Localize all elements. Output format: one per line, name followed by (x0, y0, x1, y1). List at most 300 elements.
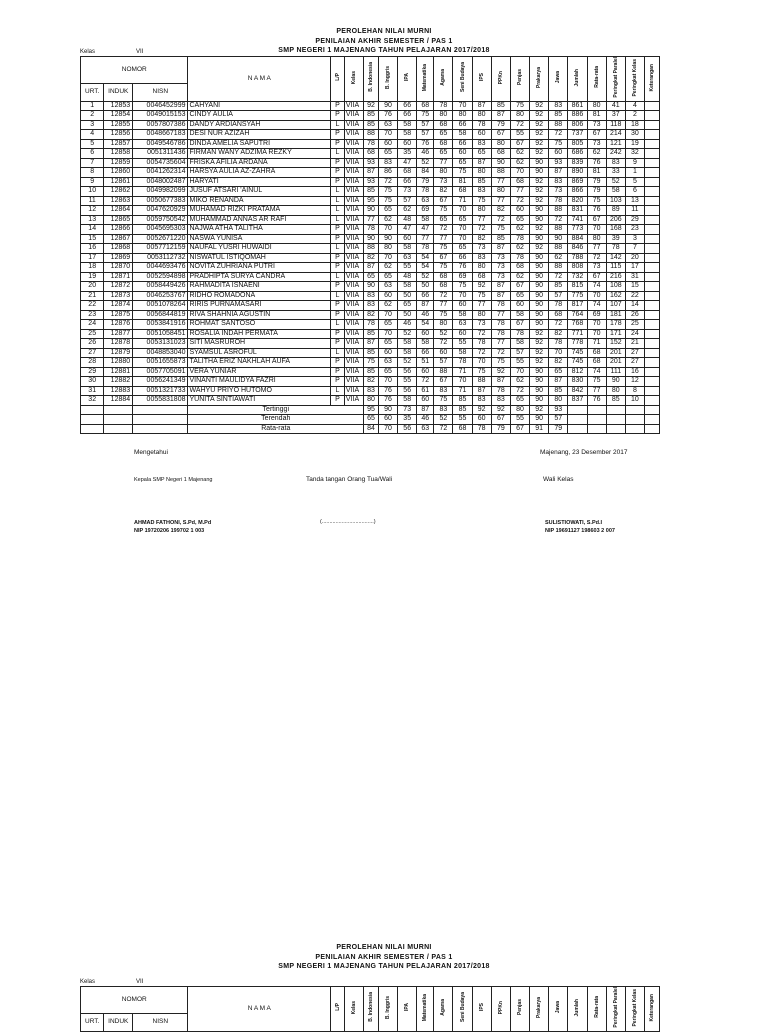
table-cell: 70 (378, 253, 397, 263)
page2-subject-header: Agama (434, 987, 453, 1032)
report-title (0, 27, 768, 56)
table-cell: 15 (625, 282, 644, 292)
table-cell: 68 (453, 187, 472, 197)
table-cell: 12882 (104, 377, 133, 387)
table-cell: 686 (568, 149, 587, 159)
blank-cell (568, 424, 587, 434)
table-cell: 866 (568, 187, 587, 197)
table-cell: VIIA (344, 187, 363, 197)
page2-title-line-1: PEROLEHAN NILAI MURNI (336, 944, 432, 951)
table-cell: 72 (549, 320, 568, 330)
table-cell: 12866 (104, 225, 133, 235)
table-row (81, 291, 660, 301)
table-cell: 58 (398, 282, 417, 292)
table-cell: 83 (378, 158, 397, 168)
table-cell: 87 (472, 386, 491, 396)
table-cell: P (331, 263, 345, 273)
table-cell: 75 (491, 225, 510, 235)
table-cell: 817 (568, 301, 587, 311)
table-cell: 181 (606, 310, 625, 320)
table-cell: P (331, 301, 345, 311)
table-cell: 79 (587, 177, 606, 187)
table-cell: 78 (549, 196, 568, 206)
table-cell: 35 (398, 149, 417, 159)
blank-cell (81, 405, 104, 415)
table-cell: 12879 (104, 348, 133, 358)
table-cell: 65 (510, 291, 529, 301)
table-cell: 75 (434, 244, 453, 254)
table-cell: 90 (364, 282, 379, 292)
page2-grades-table (80, 986, 660, 1032)
table-cell: 58 (510, 339, 529, 349)
table-cell: 62 (549, 253, 568, 263)
table-cell (645, 130, 660, 140)
table-cell: 81 (587, 111, 606, 121)
kelas-label: Kelas (80, 49, 96, 55)
table-cell: P (331, 177, 345, 187)
table-cell: 12853 (104, 101, 133, 111)
table-cell: 206 (606, 215, 625, 225)
table-cell: 24 (81, 320, 104, 330)
table-cell: 79 (491, 120, 510, 130)
table-cell: 67 (587, 130, 606, 140)
table-cell: 73 (587, 139, 606, 149)
table-cell: 72 (472, 329, 491, 339)
table-cell: 806 (568, 120, 587, 130)
table-cell (645, 282, 660, 292)
table-cell: 72 (510, 196, 529, 206)
table-cell: L (331, 206, 345, 216)
wali-title: Wali Kelas (543, 476, 574, 483)
table-cell: 76 (417, 139, 434, 149)
table-cell: L (331, 196, 345, 206)
table-cell: 63 (453, 320, 472, 330)
table-cell: VIIA (344, 291, 363, 301)
table-cell: 87 (364, 339, 379, 349)
table-cell: 77 (510, 187, 529, 197)
table-cell: 70 (378, 130, 397, 140)
table-cell: 0055831808 (133, 396, 188, 406)
table-cell: 70 (378, 310, 397, 320)
table-cell: 73 (491, 272, 510, 282)
summary-row (81, 405, 660, 415)
table-cell (645, 225, 660, 235)
page2-subject-header: Peringkat Paralel (606, 987, 625, 1032)
table-cell: 12861 (104, 177, 133, 187)
table-cell: 67 (510, 282, 529, 292)
table-cell: 5 (81, 139, 104, 149)
table-cell: 162 (606, 291, 625, 301)
table-cell: 0051311436 (133, 149, 188, 159)
table-cell: 80 (472, 111, 491, 121)
blank-cell (104, 424, 133, 434)
table-cell: 12857 (104, 139, 133, 149)
table-cell: 80 (434, 168, 453, 178)
table-cell: WAHYU PRIYO HUTOMO (188, 386, 331, 396)
table-cell: 75 (587, 377, 606, 387)
table-cell: 15 (81, 234, 104, 244)
table-cell: 92 (530, 348, 549, 358)
table-cell: 0046452999 (133, 101, 188, 111)
table-cell: 26 (81, 339, 104, 349)
table-cell: 39 (606, 234, 625, 244)
page2-subject-header: Rata-rata (587, 987, 606, 1032)
table-cell: NAUFAL YUSRI HUWAIDI (188, 244, 331, 254)
table-cell: 5 (625, 177, 644, 187)
table-cell: 87 (491, 244, 510, 254)
table-cell: 52 (398, 358, 417, 368)
blank-cell (645, 415, 660, 425)
table-cell: 80 (587, 234, 606, 244)
table-cell: 50 (417, 282, 434, 292)
table-cell: L (331, 187, 345, 197)
table-cell: 58 (398, 120, 417, 130)
table-cell: VIIA (344, 339, 363, 349)
subject-header: Penjas (510, 57, 529, 102)
table-cell: L (331, 272, 345, 282)
table-cell: 78 (491, 329, 510, 339)
table-cell: 67 (491, 130, 510, 140)
summary-value: 56 (398, 424, 417, 434)
table-cell: 764 (568, 310, 587, 320)
table-cell: 83 (434, 386, 453, 396)
table-cell: 4 (625, 101, 644, 111)
summary-value: 84 (364, 424, 379, 434)
table-cell: P (331, 329, 345, 339)
table-cell: 76 (378, 386, 397, 396)
table-cell: 78 (453, 358, 472, 368)
table-cell: 72 (491, 348, 510, 358)
table-cell: 2 (625, 111, 644, 121)
table-cell: 80 (587, 101, 606, 111)
table-cell: 62 (378, 263, 397, 273)
summary-value: 57 (549, 415, 568, 425)
table-cell: 80 (472, 310, 491, 320)
table-cell: 70 (453, 291, 472, 301)
table-cell: 65 (378, 320, 397, 330)
table-cell: 63 (417, 196, 434, 206)
table-cell: 71 (453, 196, 472, 206)
table-cell: 65 (510, 396, 529, 406)
table-cell: 90 (549, 234, 568, 244)
table-cell: VIIA (344, 253, 363, 263)
table-cell (645, 244, 660, 254)
table-cell: VIIA (344, 386, 363, 396)
table-cell: 52 (434, 329, 453, 339)
table-cell (645, 339, 660, 349)
table-cell: 90 (530, 282, 549, 292)
table-cell: 72 (587, 253, 606, 263)
table-cell: 75 (453, 168, 472, 178)
page2-title-line-2: PENILAIAN AKHIR SEMESTER / PAS 1 (315, 953, 453, 961)
table-cell: 73 (587, 120, 606, 130)
table-cell: 67 (587, 272, 606, 282)
table-cell: 68 (398, 168, 417, 178)
table-cell: L (331, 320, 345, 330)
summary-label: Terendah (188, 415, 364, 425)
table-cell: 92 (491, 367, 510, 377)
table-cell: 62 (510, 377, 529, 387)
table-cell: VIIA (344, 329, 363, 339)
table-cell: 0049982099 (133, 187, 188, 197)
table-cell: 21 (81, 291, 104, 301)
table-cell: L (331, 215, 345, 225)
table-cell: L (331, 386, 345, 396)
table-cell: 0051058451 (133, 329, 188, 339)
table-cell: JUSUF ATSARI 'AINUL (188, 187, 331, 197)
table-cell: VIIA (344, 263, 363, 273)
table-cell: 54 (417, 253, 434, 263)
table-cell: 14 (81, 225, 104, 235)
summary-value: 79 (549, 424, 568, 434)
table-row (81, 215, 660, 225)
table-cell: 4 (81, 130, 104, 140)
summary-value: 85 (453, 405, 472, 415)
table-cell: 52 (606, 177, 625, 187)
table-cell: 75 (549, 139, 568, 149)
table-cell: 29 (81, 367, 104, 377)
table-cell: 0052594898 (133, 272, 188, 282)
table-cell (645, 149, 660, 159)
page2-subject-header: Jumlah (568, 987, 587, 1032)
table-cell: 78 (549, 301, 568, 311)
table-cell: 58 (398, 130, 417, 140)
table-cell: DINDA AMELIA SAPUTRI (188, 139, 331, 149)
page2-header-row-1 (81, 987, 660, 1014)
table-cell: 890 (568, 168, 587, 178)
table-cell: 81 (453, 177, 472, 187)
table-cell: 7 (81, 158, 104, 168)
table-cell: 68 (510, 177, 529, 187)
table-cell: 22 (625, 291, 644, 301)
table-cell: 88 (364, 244, 379, 254)
table-cell: 12858 (104, 149, 133, 159)
subject-header: PPKn (491, 57, 510, 102)
nisn-header: NISN (133, 84, 188, 101)
table-cell: 60 (510, 301, 529, 311)
table-cell: 10 (625, 396, 644, 406)
table-cell: P (331, 130, 345, 140)
table-cell: VIIA (344, 358, 363, 368)
table-cell: 77 (434, 301, 453, 311)
table-cell (645, 358, 660, 368)
table-cell: 85 (364, 187, 379, 197)
table-cell: 85 (549, 386, 568, 396)
table-cell: 67 (434, 377, 453, 387)
table-cell: 66 (417, 291, 434, 301)
table-cell: 50 (398, 310, 417, 320)
table-cell: 72 (549, 130, 568, 140)
table-cell (645, 234, 660, 244)
table-cell: 90 (364, 234, 379, 244)
table-cell: VIIA (344, 215, 363, 225)
table-cell (645, 263, 660, 273)
table-cell: 65 (378, 339, 397, 349)
table-cell: 66 (398, 177, 417, 187)
table-cell: 28 (81, 358, 104, 368)
table-cell: 76 (587, 158, 606, 168)
table-cell: 0044693476 (133, 263, 188, 273)
table-cell: 12 (625, 377, 644, 387)
table-cell: 83 (364, 291, 379, 301)
table-cell: 63 (378, 282, 397, 292)
table-cell: FIRMAN WANY ADZIMA REZKY (188, 149, 331, 159)
table-cell: 77 (587, 244, 606, 254)
table-cell: VIIA (344, 196, 363, 206)
table-cell: 92 (530, 339, 549, 349)
table-cell: 80 (434, 111, 453, 121)
table-cell: 70 (587, 225, 606, 235)
table-cell: VIIA (344, 139, 363, 149)
table-row (81, 168, 660, 178)
table-cell: 75 (417, 111, 434, 121)
summary-value: 52 (434, 415, 453, 425)
table-cell: VIIA (344, 348, 363, 358)
page2-kelas-label: Kelas (80, 979, 96, 985)
blank-cell (81, 424, 104, 434)
table-cell (645, 187, 660, 197)
table-cell: 80 (453, 111, 472, 121)
table-cell: 13 (625, 196, 644, 206)
table-cell: 201 (606, 358, 625, 368)
table-cell: 76 (587, 206, 606, 216)
summary-label: Rata-rata (188, 424, 364, 434)
table-cell: 80 (549, 396, 568, 406)
table-cell: 87 (491, 291, 510, 301)
subject-header: Prakarya (530, 57, 549, 102)
table-cell: 869 (568, 177, 587, 187)
table-cell: 9 (81, 177, 104, 187)
table-cell: 60 (510, 206, 529, 216)
table-cell: 85 (549, 111, 568, 121)
blank-cell (104, 405, 133, 415)
page2-subject-header: Peringkat Kelas (625, 987, 644, 1032)
table-cell: 75 (491, 358, 510, 368)
table-cell: MIKO RENANDA (188, 196, 331, 206)
table-cell: 80 (491, 187, 510, 197)
table-cell: 115 (606, 263, 625, 273)
page2-induk-header: INDUK (104, 1014, 133, 1031)
table-cell: 788 (568, 253, 587, 263)
blank-cell (133, 415, 188, 425)
table-cell: 76 (378, 111, 397, 121)
table-cell: 805 (568, 139, 587, 149)
table-cell: 0056241349 (133, 377, 188, 387)
table-cell: L (331, 348, 345, 358)
table-cell: 55 (398, 377, 417, 387)
page2-subject-header: PPKn (491, 987, 510, 1032)
table-row (81, 139, 660, 149)
table-cell: 90 (530, 206, 549, 216)
table-cell: 80 (491, 139, 510, 149)
table-cell: 62 (510, 225, 529, 235)
table-cell: 85 (472, 177, 491, 187)
table-cell: 78 (434, 101, 453, 111)
table-cell: 77 (491, 339, 510, 349)
summary-value: 35 (398, 415, 417, 425)
table-cell: ROHMAT SANTOSO (188, 320, 331, 330)
table-cell: 47 (398, 158, 417, 168)
table-cell: 87 (364, 168, 379, 178)
table-cell: 80 (510, 111, 529, 121)
place-date: Majenang, 23 Desember 2017 (540, 449, 628, 456)
table-cell: 107 (606, 301, 625, 311)
table-cell: 12868 (104, 244, 133, 254)
summary-value: 78 (472, 424, 491, 434)
table-cell: 69 (587, 310, 606, 320)
table-cell: 58 (417, 339, 434, 349)
table-cell: 66 (398, 111, 417, 121)
table-cell: 60 (453, 301, 472, 311)
table-cell (645, 310, 660, 320)
table-cell: VIIA (344, 101, 363, 111)
table-header-row-1 (81, 57, 660, 84)
table-cell: 12862 (104, 187, 133, 197)
table-cell: RIDHO ROMADONA (188, 291, 331, 301)
table-cell: 741 (568, 215, 587, 225)
induk-header: INDUK (104, 84, 133, 101)
table-cell (645, 120, 660, 130)
table-cell: 85 (364, 329, 379, 339)
table-cell: 0051078264 (133, 301, 188, 311)
page2-subject-header: Keterangan (645, 987, 660, 1032)
table-cell (645, 206, 660, 216)
table-cell: 72 (472, 225, 491, 235)
table-cell: 72 (378, 177, 397, 187)
table-cell: 90 (530, 272, 549, 282)
table-cell: 65 (378, 367, 397, 377)
table-cell: 65 (472, 149, 491, 159)
table-cell: 0046253767 (133, 291, 188, 301)
table-cell: VIIA (344, 225, 363, 235)
table-cell: 75 (510, 101, 529, 111)
table-cell: 85 (364, 348, 379, 358)
table-row (81, 187, 660, 197)
table-cell: 46 (398, 320, 417, 330)
table-cell: 842 (568, 386, 587, 396)
table-cell: 72 (434, 225, 453, 235)
table-cell: 837 (568, 396, 587, 406)
table-cell: 83 (606, 158, 625, 168)
table-cell: 76 (587, 396, 606, 406)
table-cell: P (331, 282, 345, 292)
table-cell: DANDY ARDIANSYAH (188, 120, 331, 130)
table-cell: 745 (568, 348, 587, 358)
summary-value: 63 (417, 424, 434, 434)
table-cell: 87 (491, 111, 510, 121)
table-cell (645, 301, 660, 311)
table-cell: 78 (510, 329, 529, 339)
summary-value: 92 (530, 405, 549, 415)
table-cell: 88 (549, 244, 568, 254)
table-cell: 93 (549, 158, 568, 168)
table-cell: 92 (530, 225, 549, 235)
table-cell: P (331, 168, 345, 178)
table-cell: HARSYA AULIA AZ-ZAHRA (188, 168, 331, 178)
table-cell: 65 (378, 149, 397, 159)
table-cell: 0058449426 (133, 282, 188, 292)
table-cell (645, 215, 660, 225)
table-cell: 67 (587, 215, 606, 225)
table-cell: 68 (472, 272, 491, 282)
table-cell: 81 (587, 168, 606, 178)
wali-name: SULISTIOWATI, S.Pd.I (545, 520, 603, 526)
table-cell: 7 (625, 244, 644, 254)
table-cell: 0051655873 (133, 358, 188, 368)
table-cell: 90 (530, 215, 549, 225)
table-cell: 74 (587, 301, 606, 311)
table-cell: 0050677383 (133, 196, 188, 206)
